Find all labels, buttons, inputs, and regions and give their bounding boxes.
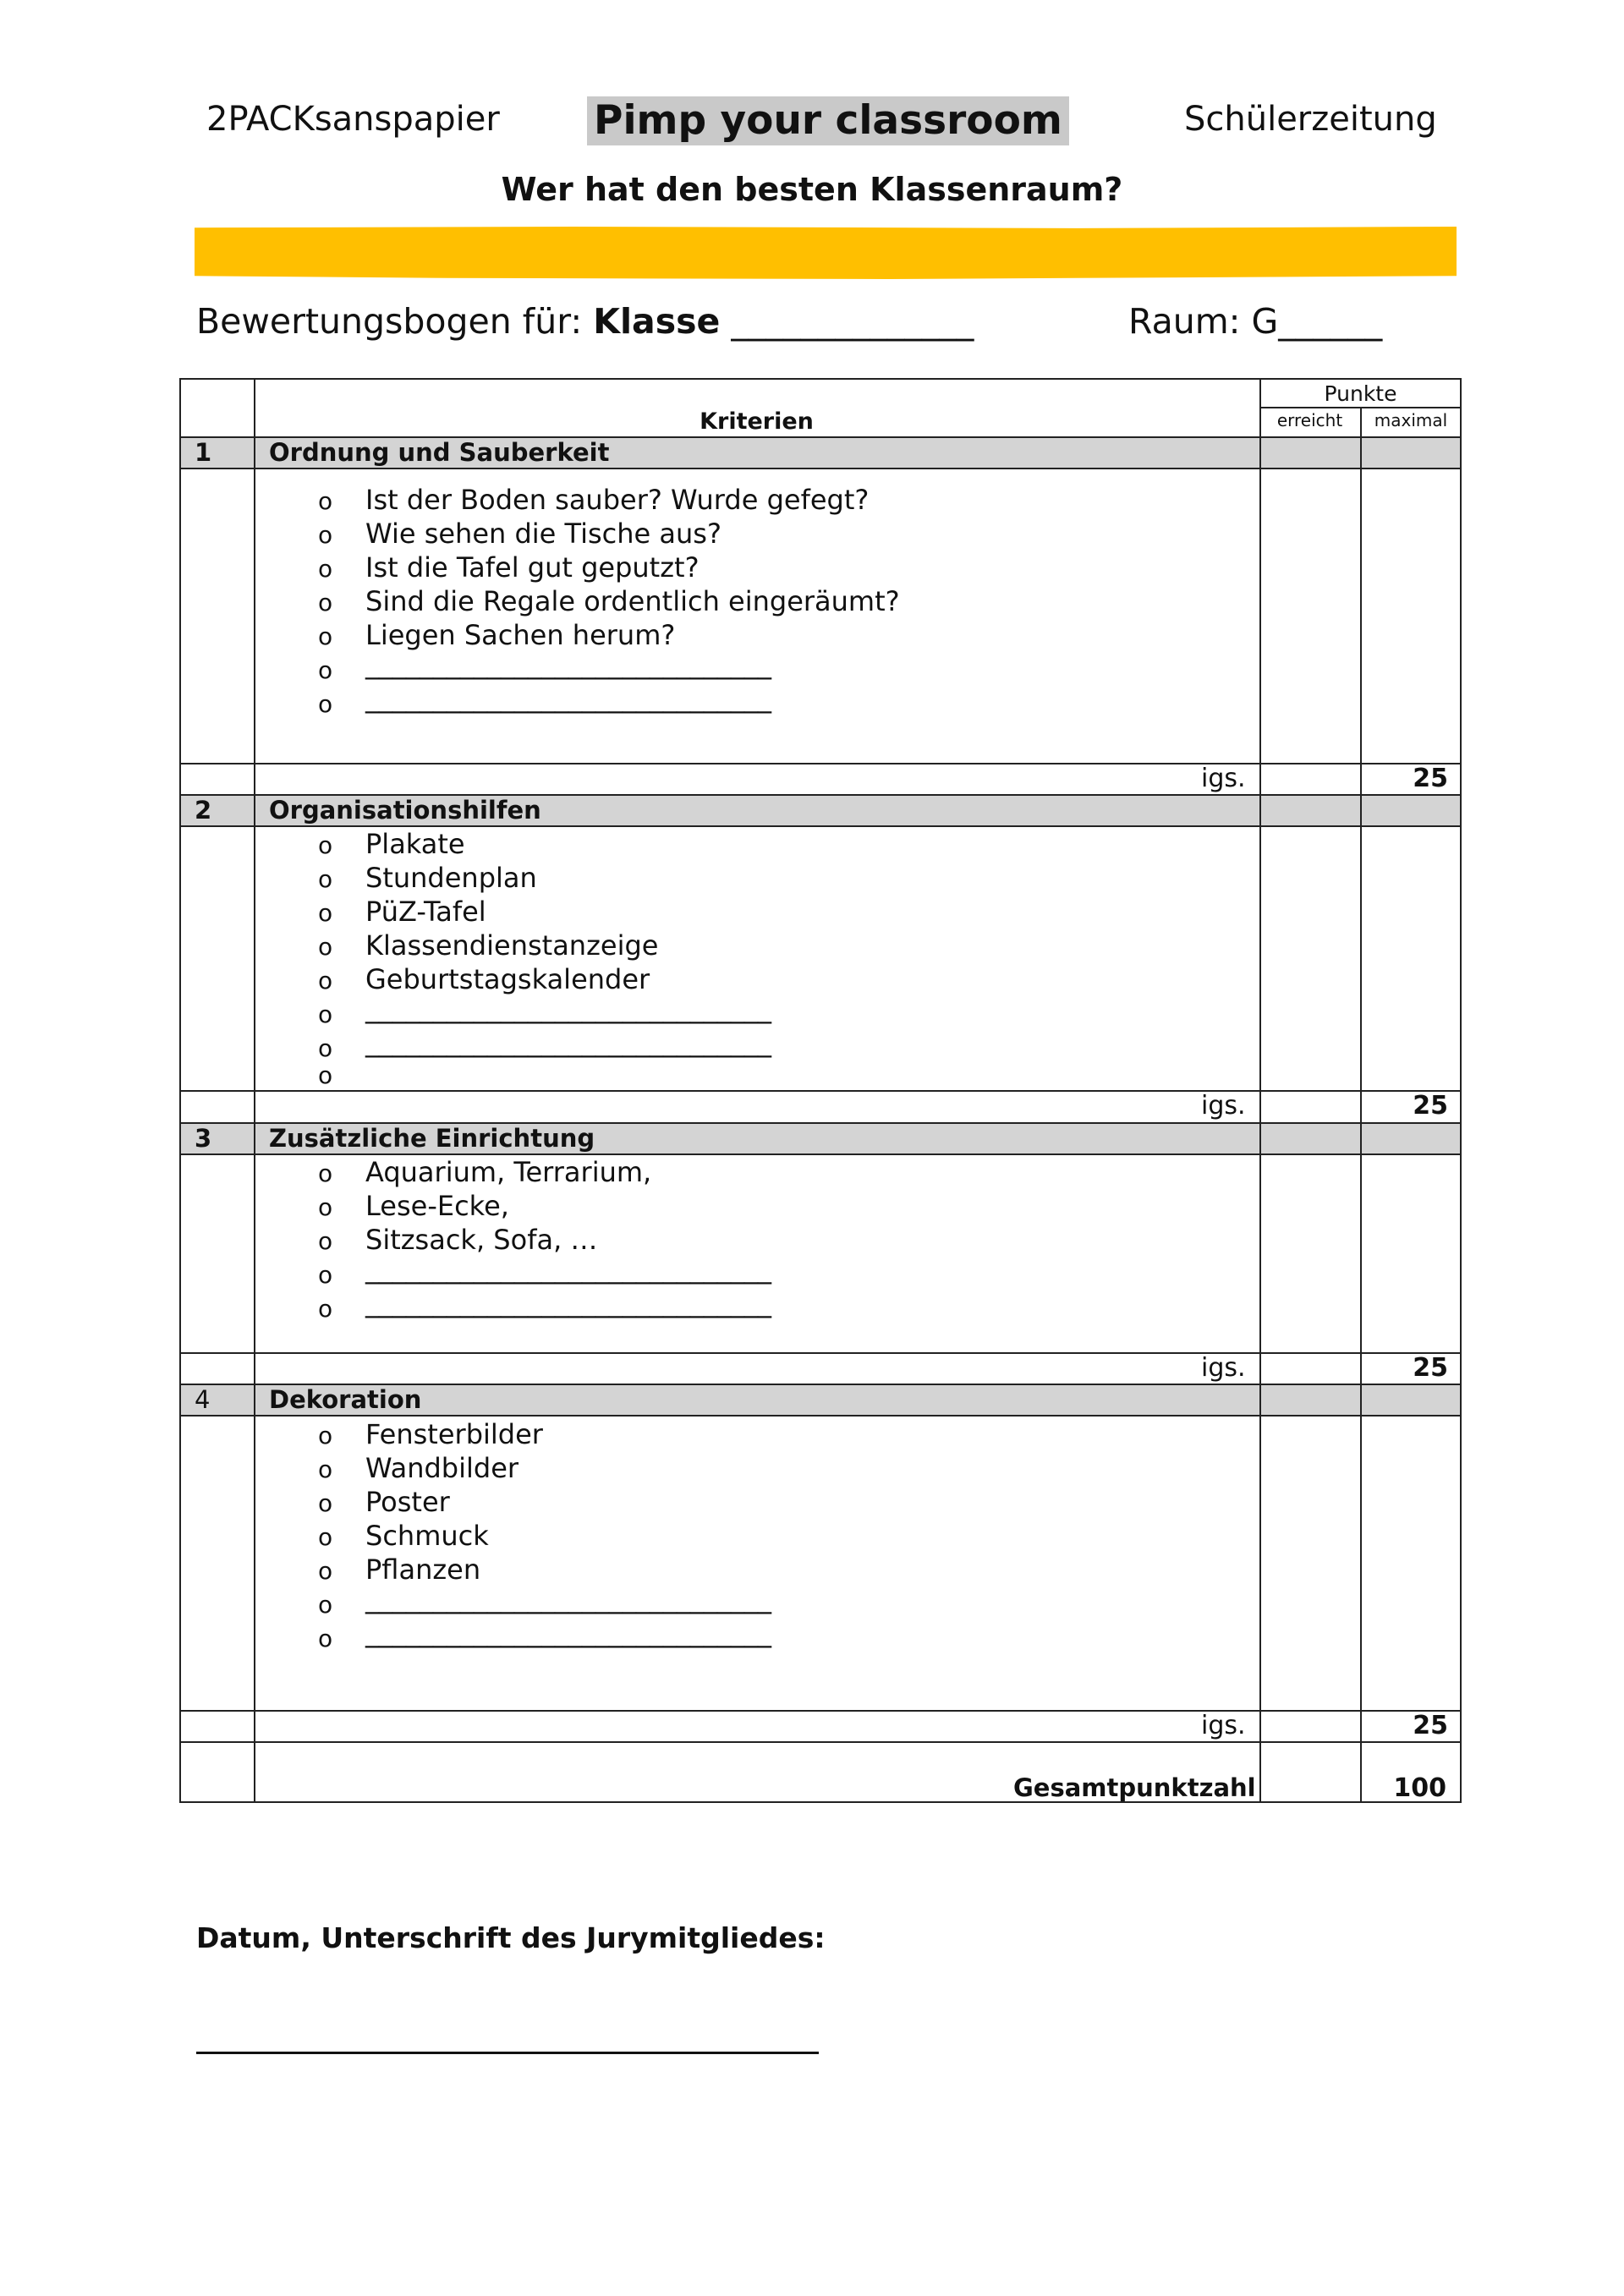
list-bullet: o — [318, 1261, 333, 1289]
signature-line[interactable] — [196, 2052, 819, 2054]
list-bullet: o — [318, 1193, 333, 1221]
achieved-points-cell[interactable] — [1265, 1093, 1355, 1119]
list-bullet: o — [318, 1557, 333, 1585]
max-points: 25 — [1413, 1711, 1448, 1740]
achieved-points-cell[interactable] — [1265, 1356, 1355, 1381]
grid-line — [179, 1415, 1462, 1417]
grid-line — [1460, 378, 1462, 1803]
grid-line — [179, 1153, 1462, 1155]
list-bullet: o — [318, 1061, 333, 1089]
list-bullet: o — [318, 1591, 333, 1619]
criterion-item: Schmuck — [365, 1520, 489, 1552]
maximum-header: maximal — [1374, 410, 1448, 430]
list-bullet: o — [318, 1034, 333, 1062]
grid-line — [179, 763, 1462, 764]
form-label-text: Bewertungsbogen für: — [196, 301, 583, 342]
list-bullet: o — [318, 865, 333, 893]
list-bullet: o — [318, 1455, 333, 1483]
newspaper-name: 2PACKsanspapier — [206, 100, 500, 139]
evaluation-table — [179, 378, 1462, 1803]
criteria-header: Kriterien — [700, 408, 814, 435]
list-bullet: o — [318, 1159, 333, 1187]
list-bullet: o — [318, 899, 333, 927]
grid-line — [179, 1090, 1462, 1092]
section-title: Zusätzliche Einrichtung — [269, 1124, 595, 1153]
list-bullet: o — [318, 555, 333, 583]
list-bullet: o — [318, 1422, 333, 1449]
blank-criterion-line[interactable]: ______________________________ — [365, 648, 771, 680]
raum-label: Raum: G — [1128, 301, 1279, 342]
blank-criterion-line[interactable]: ______________________________ — [365, 1252, 771, 1285]
section-number: 1 — [195, 438, 212, 467]
grid-line — [179, 1352, 1462, 1354]
list-bullet: o — [318, 1000, 333, 1028]
highlight-stripe — [195, 227, 1457, 279]
max-points: 25 — [1413, 1353, 1448, 1383]
criterion-item: Aquarium, Terrarium, — [365, 1156, 652, 1188]
subtotal-label: igs. — [1201, 1711, 1246, 1740]
signature-label: Datum, Unterschrift des Jurymitgliedes: — [196, 1921, 826, 1954]
achieved-points-cell[interactable] — [1265, 766, 1355, 792]
klasse-field[interactable]: ______________ — [731, 301, 974, 342]
raum-field-group — [1128, 301, 1382, 342]
page-subtitle: Wer hat den besten Klassenraum? — [501, 171, 1123, 208]
grid-line — [254, 378, 255, 1803]
list-bullet: o — [318, 1523, 333, 1551]
grid-line — [179, 1710, 1462, 1712]
criterion-item: Plakate — [365, 828, 465, 860]
subtotal-label: igs. — [1201, 1091, 1246, 1121]
list-bullet: o — [318, 1489, 333, 1517]
form-label — [196, 301, 974, 342]
list-bullet: o — [318, 1625, 333, 1652]
list-bullet: o — [318, 1227, 333, 1255]
section-name: Schülerzeitung — [1184, 100, 1437, 139]
criterion-item: Klassendienstanzeige — [365, 929, 659, 962]
blank-criterion-line[interactable]: ______________________________ — [365, 1026, 771, 1058]
criterion-item: Stundenplan — [365, 862, 537, 894]
section-number: 3 — [195, 1124, 212, 1153]
list-bullet: o — [318, 487, 333, 515]
achieved-points-cell[interactable] — [1265, 1713, 1355, 1739]
criterion-item: Lese-Ecke, — [365, 1190, 509, 1222]
section-number: 2 — [195, 796, 212, 825]
points-header: Punkte — [1324, 381, 1397, 406]
list-bullet: o — [318, 521, 333, 549]
grid-line — [179, 378, 1462, 380]
blank-criterion-line[interactable]: ______________________________ — [365, 1286, 771, 1318]
criterion-item: Poster — [365, 1486, 450, 1518]
achieved-header: erreicht — [1276, 410, 1343, 430]
subtotal-label: igs. — [1201, 764, 1246, 793]
list-bullet: o — [318, 622, 333, 650]
criterion-item: Ist der Boden sauber? Wurde gefegt? — [365, 484, 870, 516]
max-points: 25 — [1413, 1091, 1448, 1121]
criterion-item: Geburtstagskalender — [365, 963, 650, 995]
grid-line — [179, 825, 1462, 827]
page-title: Pimp your classroom — [587, 96, 1069, 145]
criterion-item: PüZ-Tafel — [365, 896, 486, 928]
criterion-item: Liegen Sachen herum? — [365, 619, 676, 651]
grid-line — [179, 378, 181, 1803]
subtotal-label: igs. — [1201, 1353, 1246, 1383]
criterion-item: Sind die Regale ordentlich eingeräumt? — [365, 585, 900, 617]
list-bullet: o — [318, 933, 333, 961]
list-bullet: o — [318, 656, 333, 684]
list-bullet: o — [318, 967, 333, 995]
section-number: 4 — [195, 1385, 211, 1414]
criterion-item: Wandbilder — [365, 1452, 519, 1484]
raum-field[interactable]: ______ — [1278, 301, 1383, 342]
grid-line — [1259, 378, 1261, 1803]
list-bullet: o — [318, 1295, 333, 1323]
klasse-label: Klasse — [593, 301, 721, 342]
total-achieved-cell[interactable] — [1265, 1748, 1355, 1795]
list-bullet: o — [318, 831, 333, 859]
criterion-item: Pflanzen — [365, 1553, 481, 1586]
blank-criterion-line[interactable]: ______________________________ — [365, 682, 771, 714]
section-title: Ordnung und Sauberkeit — [269, 438, 610, 467]
section-title: Organisationshilfen — [269, 796, 541, 825]
total-max: 100 — [1393, 1773, 1446, 1803]
criterion-item: Wie sehen die Tische aus? — [365, 518, 721, 550]
blank-criterion-line[interactable]: ______________________________ — [365, 1582, 771, 1614]
criterion-item: Ist die Tafel gut geputzt? — [365, 551, 700, 584]
list-bullet: o — [318, 589, 333, 616]
section-title: Dekoration — [269, 1385, 422, 1414]
max-points: 25 — [1413, 764, 1448, 793]
list-bullet: o — [318, 690, 333, 718]
grid-line — [179, 1741, 1462, 1743]
criterion-item: Fensterbilder — [365, 1418, 543, 1450]
blank-criterion-line[interactable]: ______________________________ — [365, 992, 771, 1024]
blank-criterion-line[interactable]: ______________________________ — [365, 1616, 771, 1648]
total-label: Gesamtpunktzahl — [1013, 1773, 1256, 1802]
grid-line — [179, 468, 1462, 469]
grid-line — [179, 1801, 1462, 1803]
criterion-item: Sitzsack, Sofa, … — [365, 1224, 598, 1256]
